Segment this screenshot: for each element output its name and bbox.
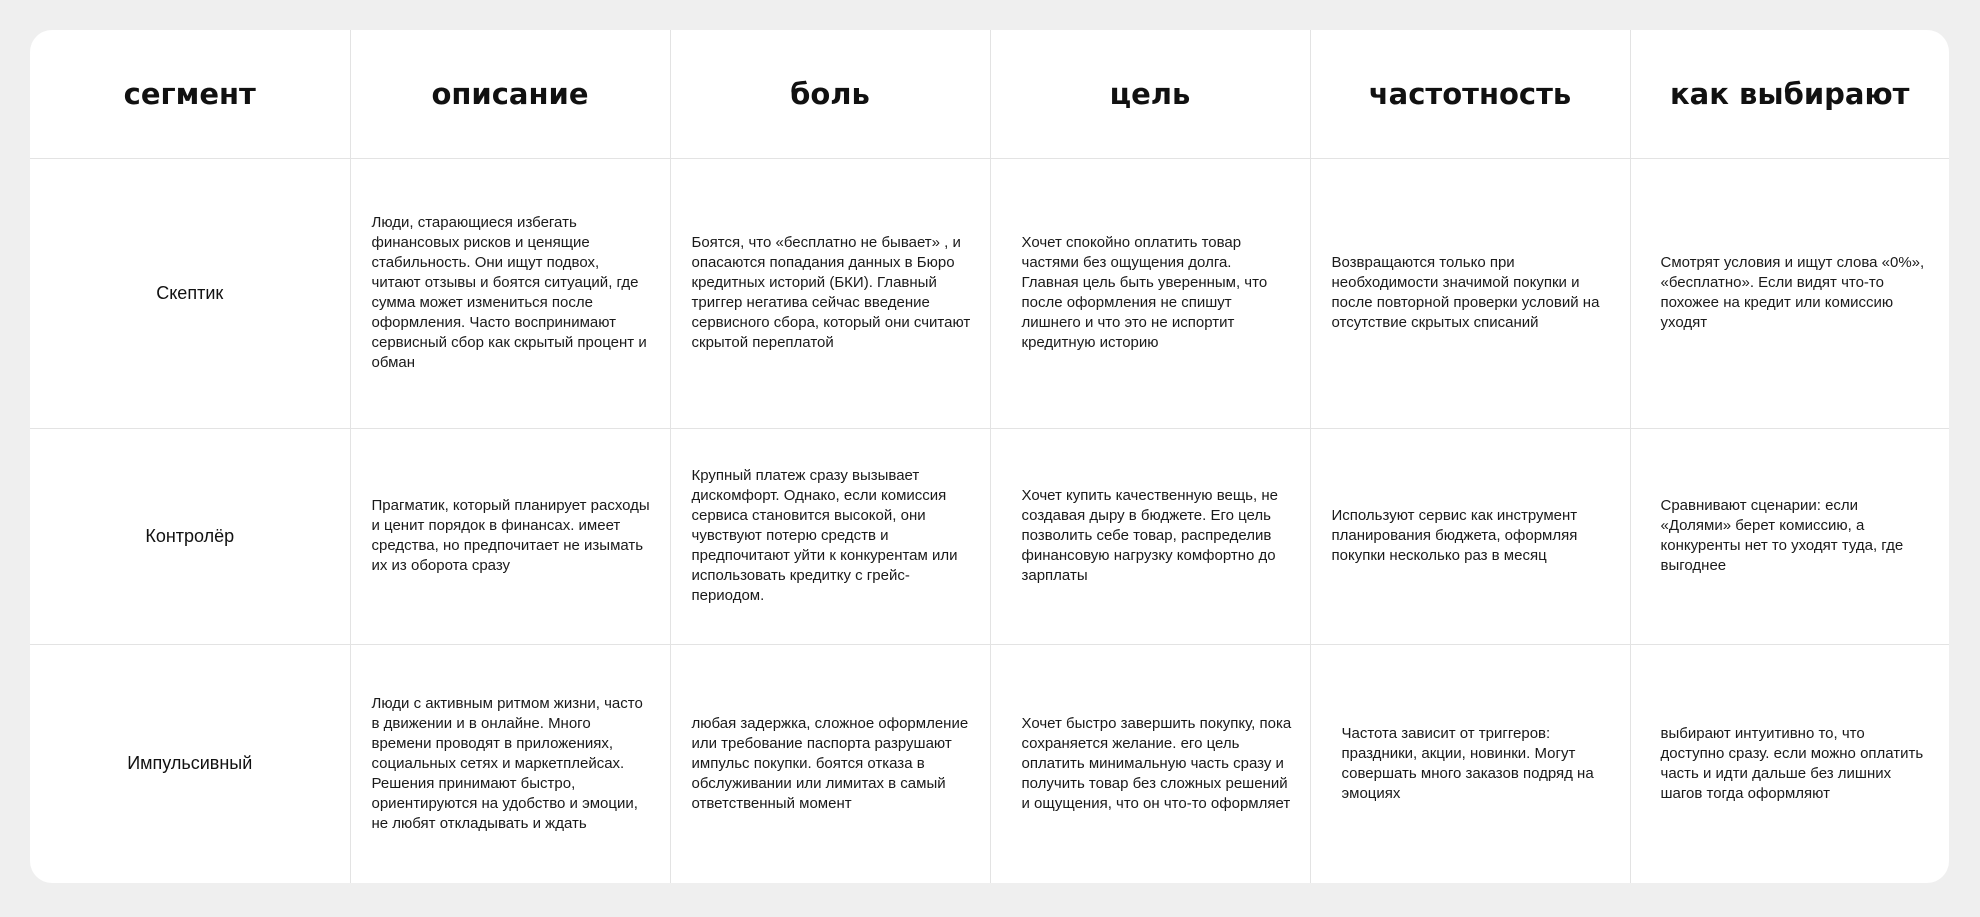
- segments-board: [30, 30, 1949, 883]
- choice-text: выбирают интуитивно то, что доступно сразу. если можно оплатить часть и идти дальше без лишних шагов тогда оформляют: [1660, 724, 1924, 802]
- description-text: Прагматик, который планирует расходы и ценит порядок в финансах. имеет средства, но предпочитает не изымать их из оборота сразу: [371, 497, 650, 574]
- frequency-text: Возвращаются только при необходимости значимой покупки и после повторной проверки условий на отсутствие скрытых списаний: [1331, 254, 1600, 331]
- header-row: [30, 30, 1949, 158]
- description-cell: [350, 158, 670, 428]
- pain-cell: [670, 428, 990, 644]
- header-segment: сегмент: [30, 30, 350, 158]
- segment-name: Импульсивный: [30, 644, 350, 883]
- goal-cell: [990, 158, 1310, 428]
- choice-text: Сравнивают сценарии: если «Долями» берет комиссию, а конкуренты нет то уходят туда, где выгоднее: [1660, 497, 1904, 574]
- description-cell: [350, 644, 670, 883]
- description-text: Люди с активным ритмом жизни, часто в движении и в онлайне. Много времени проводят в приложениях, социальных сетях и маркетплейсах. Решения принимают быстро, ориентируются на удобство и эмоции, не любят откладывать и ждать: [371, 694, 643, 832]
- header-frequency: частотность: [1310, 30, 1630, 158]
- goal-cell: [990, 428, 1310, 644]
- frequency-cell: [1310, 428, 1630, 644]
- frequency-cell: [1310, 158, 1630, 428]
- goal-text: Хочет быстро завершить покупку, пока сохраняется желание. его цель оплатить минимальную часть сразу и получить товар без сложных решений и ощущения, что он что-то оформляет: [1021, 714, 1292, 812]
- header-goal: цель: [990, 30, 1310, 158]
- goal-text: Хочет купить качественную вещь, не создавая дыру в бюджете. Его цель позволить себе товар, распределив финансовую нагрузку комфортно до зарплаты: [1021, 487, 1278, 584]
- frequency-cell: [1310, 644, 1630, 883]
- description-cell: [350, 428, 670, 644]
- frequency-text: Частота зависит от триггеров: праздники, акции, новинки. Могут совершать много заказов подряд на эмоциях: [1341, 724, 1594, 802]
- segments-table: [30, 30, 1949, 883]
- description-text: Люди, старающиеся избегать финансовых рисков и ценящие стабильность. Они ищут подвох, читают отзывы и боятся ситуаций, где сумма может измениться после оформления. Часто воспринимают сервисный сбор как скрытый процент и обман: [371, 214, 647, 371]
- choice-text: Смотрят условия и ищут слова «0%», «бесплатно». Если видят что-то похожее на кредит или комиссию уходят: [1660, 254, 1925, 331]
- choice-cell: [1630, 158, 1949, 428]
- segment-name: Контролёр: [30, 428, 350, 644]
- pain-cell: [670, 158, 990, 428]
- choice-cell: [1630, 644, 1949, 883]
- segment-name: Скептик: [30, 158, 350, 428]
- pain-text: любая задержка, сложное оформление или требование паспорта разрушают импульс покупки. боятся отказа в обслуживании или лимитах в самый ответственный момент: [691, 714, 969, 812]
- frequency-text: Используют сервис как инструмент планирования бюджета, оформляя покупки несколько раз в месяц: [1331, 507, 1578, 564]
- pain-text: Боятся, что «бесплатно не бывает» , и опасаются попадания данных в Бюро кредитных историй (БКИ). Главный триггер негатива сейчас введение сервисного сбора, который они считают скрытой переплатой: [691, 234, 971, 351]
- table-row: [30, 644, 1949, 883]
- pain-cell: [670, 644, 990, 883]
- header-choice: как выбирают: [1630, 30, 1949, 158]
- goal-text: Хочет спокойно оплатить товар частями без ощущения долга. Главная цель быть уверенным, что после оформления не спишут лишнего и что это не испортит кредитную историю: [1021, 234, 1268, 351]
- header-description: описание: [350, 30, 670, 158]
- table-row: [30, 428, 1949, 644]
- header-pain: боль: [670, 30, 990, 158]
- table-row: [30, 158, 1949, 428]
- choice-cell: [1630, 428, 1949, 644]
- goal-cell: [990, 644, 1310, 883]
- pain-text: Крупный платеж сразу вызывает дискомфорт. Однако, если комиссия сервиса становится высокой, они чувствуют потерю средств и предпочитают уйти к конкурентам или использовать кредитку с грейс-периодом.: [691, 467, 958, 604]
